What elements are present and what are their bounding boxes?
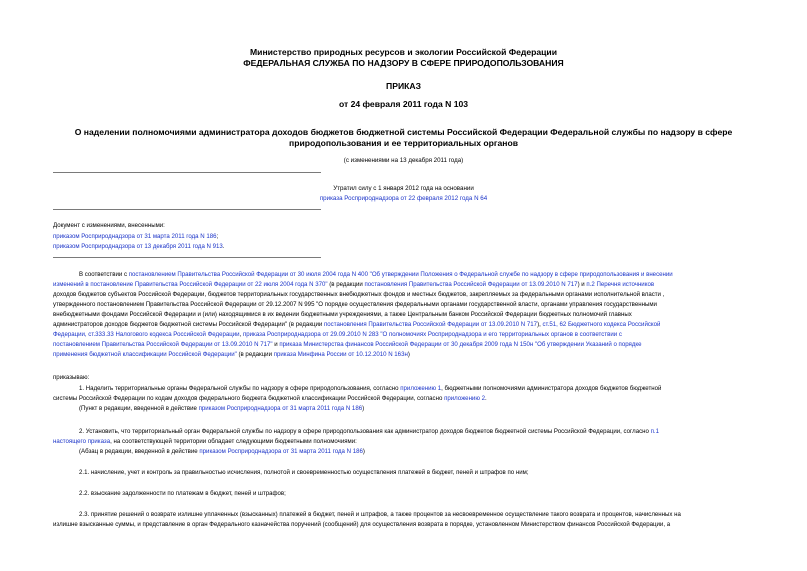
amendment-link[interactable]: приказом Росприроднадзора от 31 марта 2011 года N 186 [53, 233, 217, 240]
orders-word: приказываю: [53, 374, 90, 381]
order-item-2-3: 2.3. принятие решений о возврате излишне уплаченных (взысканных) платежей в бюджет, пеней и штрафов, а также процентов за несвоевременное осуществление такого возврата и процентов, начисленных на излишне взысканные суммы, и представление в орган Федерального казначейства поручений (сообщений) для осуществления возврата в порядке, установленном Министерством финансов Российской Федерации, а [53, 511, 681, 528]
document-type: ПРИКАЗ [386, 81, 421, 91]
order-item-2-1: 2.1. начисление, учет и контроль за правильностью исчисления, полнотой и своевременностью осуществления платежей в бюджет, пеней и штрафов по ним; [79, 469, 529, 476]
amended-note: (с изменениями на 13 декабря 2011 года) [343, 157, 464, 164]
order-item-2-2: 2.2. взыскание задолженности по платежам в бюджет, пеней и штрафов; [79, 490, 286, 497]
document-title-line-2: природопользования и ее территориальных органов [289, 138, 518, 148]
law-link[interactable]: постановления Правительства Российской Федерации от 13.09.2010 N 717 [364, 281, 578, 288]
amendment-link[interactable]: приказом Росприроднадзора от 31 марта 2011 года N 186 [199, 448, 363, 455]
edit-note: (Пункт в редакции, введенной в действие приказом Росприроднадзора от 31 марта 2011 года N 186) [79, 405, 365, 412]
document-date-number: от 24 февраля 2011 года N 103 [338, 99, 469, 109]
divider [53, 172, 321, 173]
divider [53, 257, 321, 258]
amendment-item: приказом Росприроднадзора от 13 декабря 2011 года N 913. [53, 243, 225, 250]
service-name: ФЕДЕРАЛЬНАЯ СЛУЖБА ПО НАДЗОРУ В СФЕРЕ ПРИРОДОПОЛЬЗОВАНИЯ [243, 58, 564, 68]
law-link[interactable]: Федерации, ст.333.33 Налогового кодекса Российской Федерации [53, 331, 240, 338]
preamble-paragraph: В соответствии с постановлением Правительства Российской Федерации от 30 июля 2004 года N 400 "Об утверждении Положения о Федеральной службе по надзору в сфере природопользования и внесении изменений в постановление Правительства Российской Федерации от 22 июля 2004 года N 370" (в редакции постановления Правительства Российской Федерации от 13.09.2010 N 717) и п.2 Перечня источников доходов бюджетов субъектов Российской Федерации, бюджетов территориальных государственных внебюджетных фондов и местных бюджетов, закрепляемых за федеральными органами исполнительной власти , утвержденного постановлением Правительства Российской Федерации от 29.12.2007 N 995 "О порядке осуществления федеральными органами государственной власти, органами управления государственными внебюджетными фондами Российской Федерации и (или) находящимися в их ведении бюджетными учреждениями, а также Центральным банком Российской Федерации бюджетных полномочий главных администраторов доходов бюджетов бюджетной системы Российской Федерации" (в редакции постановления Правительства Российской Федерации от 13.09.2010 N 717), ст.51, 62 Бюджетного кодекса Российской Федерации, ст.333.33 Налогового кодекса Российской Федерации, приказа Росприроднадзора от 29.09.2010 N 283 "О полномочиях Росприроднадзора и его территориальных органов в соответствии с постановлением Правительства Российской Федерации от 13.09.2010 N 717" и приказа Министерства финансов Российской Федерации от 30 декабря 2009 года N 150н "Об утверждении Указаний о порядке применения бюджетной классификации Российской Федерации" (в редакции приказа Минфина России от 10.12.2010 N 163н) [53, 271, 673, 358]
repeal-status: Утратил силу с 1 января 2012 года на основании [333, 185, 474, 192]
law-link[interactable]: приказа Министерства финансов Российской Федерации от 30 декабря 2009 года N 150н "Об утверждении Указаний о порядке [279, 341, 642, 348]
appendix-1-link[interactable]: приложению 1 [400, 385, 442, 392]
order-item-1: 1. Наделить территориальные органы Федеральной службы по надзору в сфере природопользования, согласно приложению 1, бюджетными полномочиями администратора доходов бюджетов бюджетной системы Российской Федерации по кодам доходов федерального бюджета бюджетной классификации Российской Федерации, согласно приложению 2. (Пункт в редакции, введенной в действие приказом Росприроднадзора от 31 марта 2011 года N 186) [53, 384, 766, 414]
amendments-label: Документ с изменениями, внесенными: [53, 222, 165, 229]
divider [53, 209, 321, 210]
ministry-name: Министерство природных ресурсов и экологии Российской Федерации [250, 47, 557, 57]
repeal-order-link[interactable]: приказа Росприроднадзора от 22 февраля 2012 года N 64 [319, 195, 488, 202]
this-order-link[interactable]: настоящего приказа [53, 438, 111, 445]
amendment-link[interactable]: приказом Росприроднадзора от 31 марта 2011 года N 186 [198, 405, 363, 412]
clause-link[interactable]: п.1 [650, 428, 659, 435]
law-link[interactable]: п.2 Перечня источников [586, 281, 655, 288]
law-link[interactable]: постановления Правительства Российской Федерации от 13.09.2010 N 717 [323, 321, 538, 328]
law-link[interactable]: постановлением Правительства Российской Федерации от 30 июля 2004 года N 400 "Об утверждении Положения о Федеральной службе по надзору в сфере природопользования и внесении [128, 271, 673, 278]
law-link[interactable]: приказа Росприроднадзора от 29.09.2010 N 283 "О полномочиях Росприроднадзора и его территориальных органов в соответствии с [242, 331, 622, 338]
law-link[interactable]: изменений в постановление Правительства Российской Федерации от 22 июля 2004 года N 370" [53, 281, 328, 288]
amendment-link[interactable]: приказом Росприроднадзора от 13 декабря 2011 года N 913 [53, 243, 223, 250]
law-link[interactable]: применения бюджетной классификации Российской Федерации" [53, 351, 237, 358]
appendix-2-link[interactable]: приложению 2 [444, 395, 485, 402]
law-link[interactable]: приказа Минфина России от 10.12.2010 N 163н [273, 351, 408, 358]
document-title-line-1: О наделении полномочиями администратора доходов бюджетов бюджетной системы Российской Федерации Федеральной службы по надзору в сфере [74, 127, 733, 137]
amendment-item: приказом Росприроднадзора от 31 марта 2011 года N 186; [53, 233, 219, 240]
law-link[interactable]: ст.51, 62 Бюджетного кодекса Российской [542, 321, 661, 328]
law-link[interactable]: постановлением Правительства Российской Федерации от 13.09.2010 N 717" [53, 341, 273, 348]
edit-note: (Абзац в редакции, введенной в действие приказом Росприроднадзора от 31 марта 2011 года N 186) [79, 448, 365, 455]
order-item-2: 2. Установить, что территориальный орган Федеральной службы по надзору в сфере природопользования как администратор доходов бюджетов бюджетной системы Российской Федерации, согласно п.1 настоящего приказа, на соответствующей территории обладает следующими бюджетными полномочиями: (Абзац в редакции, введенной в действие приказом Росприроднадзора от 31 марта 2011 года N 186) [53, 427, 766, 457]
